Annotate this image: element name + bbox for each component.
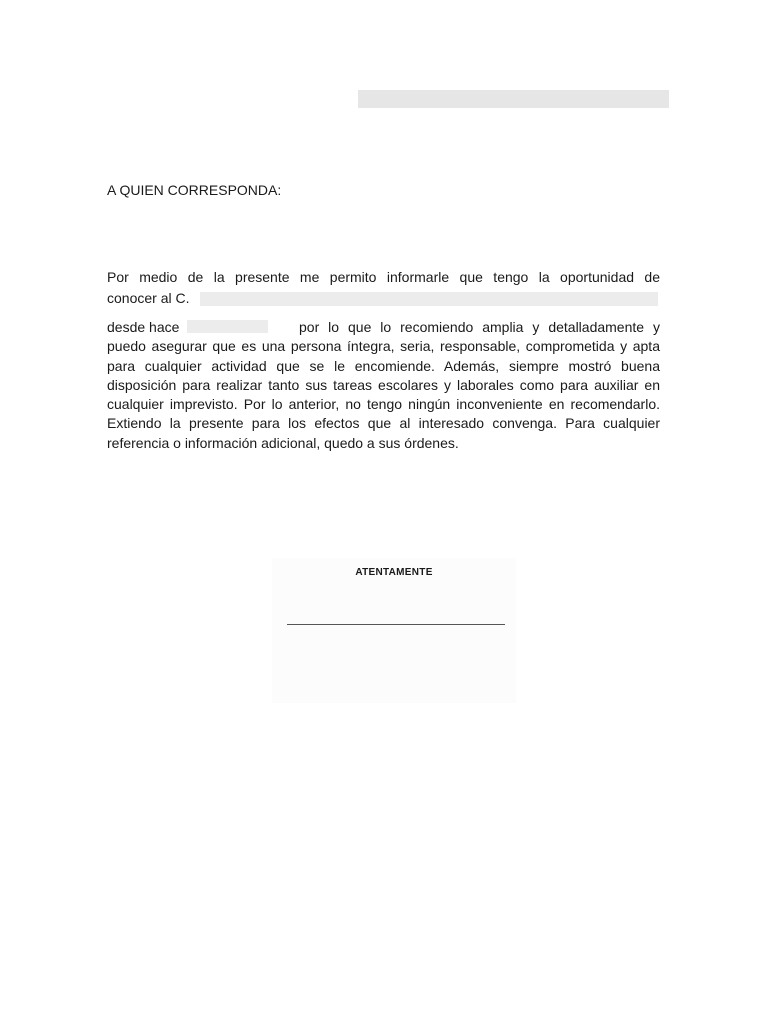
name-field[interactable] (200, 292, 658, 306)
paragraph1-line2: conocer al C. (107, 290, 190, 306)
salutation: A QUIEN CORRESPONDA: (107, 182, 282, 198)
signature-line (287, 624, 505, 625)
paragraph2-body: por lo que lo recomiendo amplia y detalladamente y puedo asegurar que es una persona íntegra, seria, responsable, comprometida y apta para cualquier actividad que se le encomiende. Además, siempre mostró buena disposición para realizar tanto sus tareas escolares y laborales como para auxiliar en cualquier imprevisto. Por lo anterior, no tengo ningún inconveniente en recomendarlo. Extiendo la presente para los efectos que al interesado convenga. Para cualquier referencia o información adicional, quedo a sus órdenes. (107, 319, 660, 451)
date-field[interactable] (358, 90, 669, 108)
closing-text: ATENTAMENTE (355, 567, 433, 578)
paragraph2-lead: desde hace (107, 319, 180, 335)
paragraph1-line1: Por medio de la presente me permito informarle que tengo la oportunidad de (107, 269, 660, 285)
